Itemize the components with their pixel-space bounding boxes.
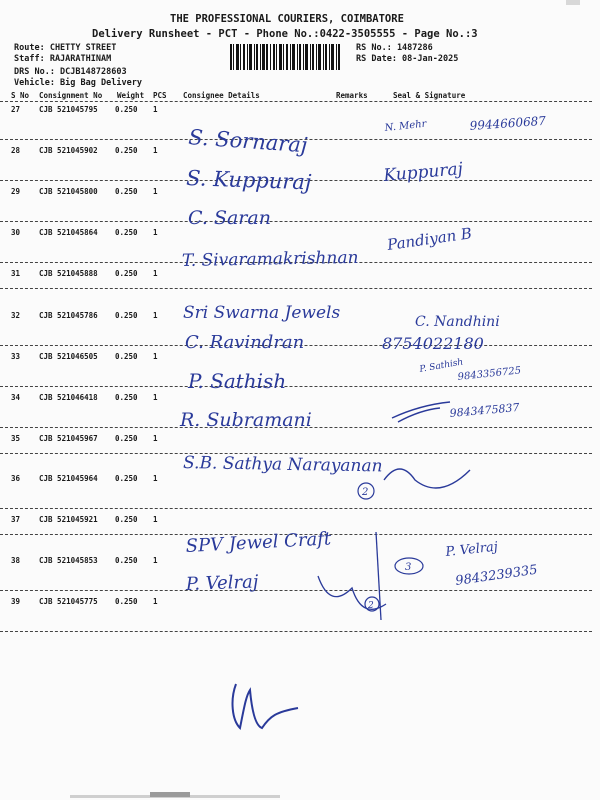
row-sno: 28 (11, 146, 21, 155)
row-weight: 0.250 (115, 146, 138, 155)
row-sno: 37 (11, 515, 21, 524)
row-weight: 0.250 (115, 597, 138, 606)
row-consignment: CJB 521046505 (39, 352, 98, 361)
handwritten-name: S. Kuppuraj (185, 166, 312, 195)
col-remarks-header: Remarks (336, 91, 368, 100)
handwritten-phone: 8754022180 (382, 334, 484, 353)
col-seal-header: Seal & Signature (393, 91, 466, 100)
row-sno: 27 (11, 105, 21, 114)
row-consignment: CJB 521045902 (39, 146, 98, 155)
row-weight: 0.250 (115, 393, 138, 402)
row-pcs: 1 (153, 311, 158, 320)
row-consignment: CJB 521045800 (39, 187, 98, 196)
row-consignment: CJB 521045786 (39, 311, 98, 320)
row-sno: 33 (11, 352, 21, 361)
handwritten-name: R. Subramani (180, 409, 312, 431)
row-consignment: CJB 521045853 (39, 556, 98, 565)
runsheet-subtitle: Delivery Runsheet - PCT - Phone No.:0422-3505555 - Page No.:3 (92, 28, 478, 40)
handwritten-phone: 9843239335 (454, 562, 539, 589)
handwritten-name: C. Saran (188, 207, 271, 229)
row-sno: 32 (11, 311, 21, 320)
row-weight: 0.250 (115, 105, 138, 114)
col-consignment-header: Consignment No (39, 91, 103, 100)
row-consignment: CJB 521045864 (39, 228, 98, 237)
handwritten-count: 3 (405, 562, 412, 573)
handwritten-name: T. Sivaramakrishnan (181, 247, 359, 271)
row-consignment: CJB 521045964 (39, 474, 98, 483)
row-pcs: 1 (153, 146, 158, 155)
handwritten-signature: N. Mehr (384, 118, 427, 134)
row-pcs: 1 (153, 352, 158, 361)
row-consignment: CJB 521045795 (39, 105, 98, 114)
row-consignment: CJB 521045967 (39, 434, 98, 443)
handwritten-name: P. Sathish (188, 369, 287, 393)
handwritten-phone: 9944660687 (469, 113, 547, 133)
row-pcs: 1 (153, 556, 158, 565)
rs-number-field: RS No.: 1487286 (356, 43, 433, 53)
row-pcs: 1 (153, 393, 158, 402)
row-consignment: CJB 521045888 (39, 269, 98, 278)
handwritten-name: P. Velraj (185, 571, 259, 595)
row-weight: 0.250 (115, 187, 138, 196)
row-sno: 36 (11, 474, 21, 483)
row-pcs: 1 (153, 515, 158, 524)
col-consignee-header: Consignee Details (183, 91, 260, 100)
handwritten-name: C. Nandhini (415, 314, 500, 330)
row-weight: 0.250 (115, 556, 138, 565)
handwritten-name: S.B. Sathya Narayanan (182, 453, 383, 477)
runsheet-title: THE PROFESSIONAL COURIERS, COIMBATORE (170, 13, 404, 25)
row-pcs: 1 (153, 105, 158, 114)
row-pcs: 1 (153, 474, 158, 483)
row-weight: 0.250 (115, 352, 138, 361)
row-sno: 34 (11, 393, 21, 402)
row-sno: 38 (11, 556, 21, 565)
row-consignment: CJB 521045921 (39, 515, 98, 524)
handwritten-count: 2 (362, 487, 369, 498)
row-pcs: 1 (153, 228, 158, 237)
handwritten-phone: 9843356725 (457, 365, 522, 383)
row-sno: 35 (11, 434, 21, 443)
col-sno-header: S No (11, 91, 30, 100)
row-pcs: 1 (153, 187, 158, 196)
row-sno: 31 (11, 269, 21, 278)
row-sno: 39 (11, 597, 21, 606)
row-weight: 0.250 (115, 228, 138, 237)
handwritten-name: SPV Jewel Craft (185, 528, 332, 557)
row-weight: 0.250 (115, 311, 138, 320)
row-weight: 0.250 (115, 269, 138, 278)
row-sno: 29 (11, 187, 21, 196)
row-pcs: 1 (153, 434, 158, 443)
handwritten-signature: P. Sathish (418, 357, 465, 375)
row-pcs: 1 (153, 269, 158, 278)
col-pcs-header: PCS (153, 91, 167, 100)
row-weight: 0.250 (115, 474, 138, 483)
row-weight: 0.250 (115, 434, 138, 443)
row-weight: 0.250 (115, 515, 138, 524)
handwritten-phone: 9843475837 (449, 400, 520, 420)
drs-field: DRS No.: DCJB148728603 (14, 67, 127, 77)
row-sno: 30 (11, 228, 21, 237)
vehicle-field: Vehicle: Big Bag Delivery (14, 78, 142, 88)
row-consignment: CJB 521046418 (39, 393, 98, 402)
col-weight-header: Weight (117, 91, 145, 100)
handwritten-signature: P. Velraj (444, 539, 499, 560)
handwritten-name: S. Sornaraj (187, 125, 309, 158)
handwritten-count: 2 (368, 601, 374, 611)
row-pcs: 1 (153, 597, 158, 606)
route-field: Route: CHETTY STREET (14, 43, 117, 53)
rs-date-field: RS Date: 08-Jan-2025 (356, 54, 459, 64)
handwritten-name: Sri Swarna Jewels (183, 303, 341, 323)
handwritten-signature: Kuppuraj (382, 159, 464, 186)
handwritten-name: C. Ravindran (185, 332, 305, 353)
staff-field: Staff: RAJARATHINAM (14, 54, 112, 64)
row-consignment: CJB 521045775 (39, 597, 98, 606)
handwritten-signature: Pandiyan B (386, 224, 474, 254)
